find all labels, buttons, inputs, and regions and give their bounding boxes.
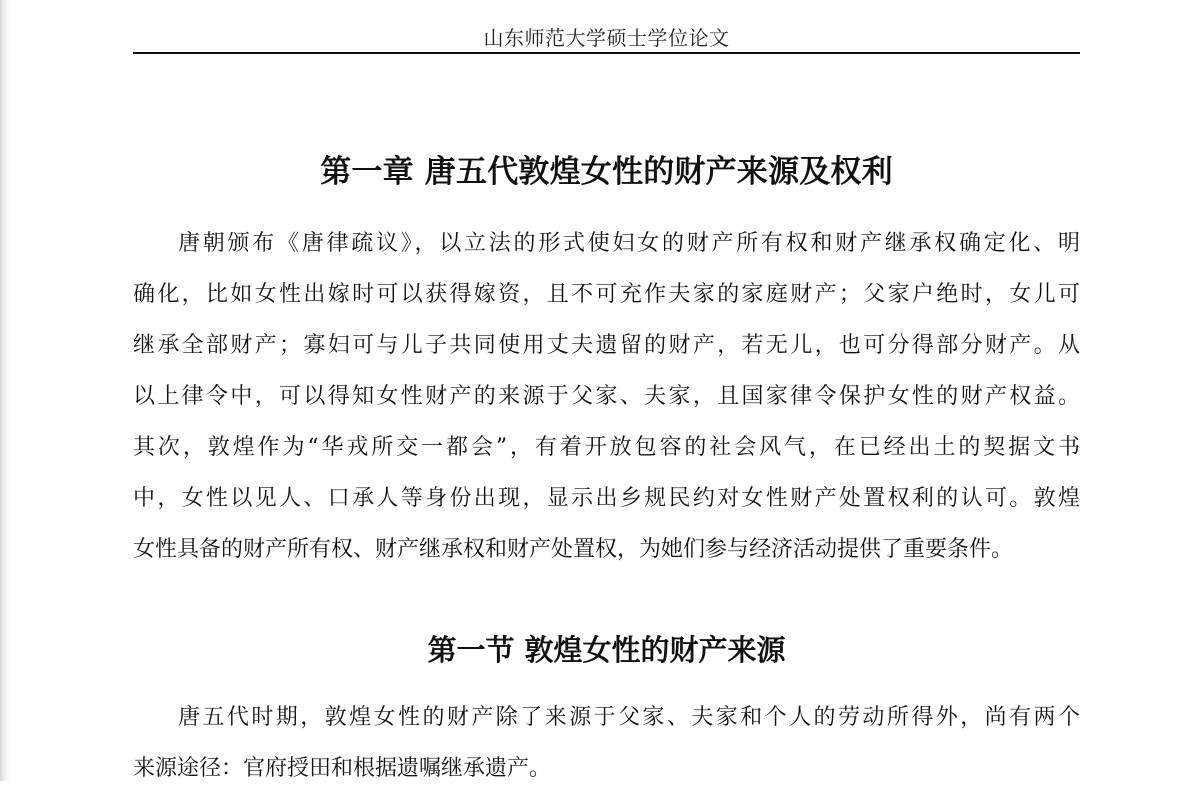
paragraph-line: 确化，比如女性出嫁时可以获得嫁资，且不可充作夫家的家庭财产；父家户绝时，女儿可: [133, 282, 1080, 307]
paragraph-line: 来源途径：官府授田和根据遗嘱继承遗产。: [133, 756, 552, 781]
paragraph-line: 女性具备的财产所有权、财产继承权和财产处置权，为她们参与经济活动提供了重要条件。: [133, 537, 1014, 562]
paragraph-line: 唐朝颁布《唐律疏议》，以立法的形式使妇女的财产所有权和财产继承权确定化、明: [178, 231, 1080, 256]
chapter-title: 第一章 唐五代敦煌女性的财产来源及权利: [320, 153, 893, 190]
paragraph-line: 唐五代时期，敦煌女性的财产除了来源于父家、夫家和个人的劳动所得外，尚有两个: [178, 705, 1080, 730]
paragraph-line: 继承全部财产；寡妇可与儿子共同使用丈夫遗留的财产，若无儿，也可分得部分财产。从: [133, 333, 1080, 358]
paragraph-line: 以上律令中，可以得知女性财产的来源于父家、夫家，且国家律令保护女性的财产权益。: [133, 384, 1080, 409]
running-header: 山东师范大学硕士学位论文: [133, 24, 1080, 54]
paragraph-line: 中，女性以见人、口承人等身份出现，显示出乡规民约对女性财产处置权利的认可。敦煌: [133, 486, 1080, 511]
paragraph-line: 其次，敦煌作为“华戎所交一都会”，有着开放包容的社会风气，在已经出土的契据文书: [133, 435, 1080, 460]
intro-paragraph: [133, 218, 1080, 575]
section-title: 第一节 敦煌女性的财产来源: [427, 633, 786, 668]
section-paragraph: [133, 692, 1080, 794]
